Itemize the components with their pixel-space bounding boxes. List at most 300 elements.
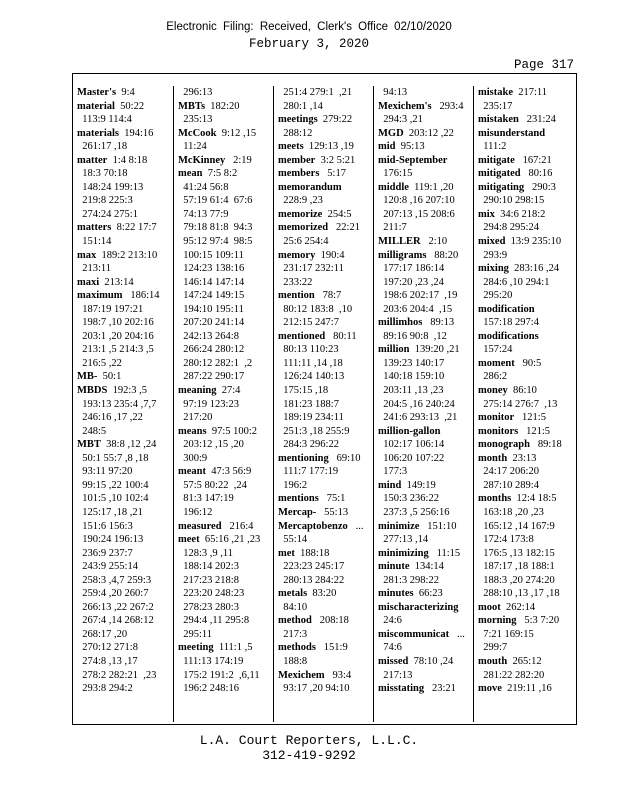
index-page-refs: 280:12 282:1 ,2 bbox=[178, 357, 253, 369]
index-entry-line bbox=[378, 425, 473, 439]
index-entry-line bbox=[178, 113, 273, 127]
index-page-refs: 278:2 282:21 ,23 bbox=[77, 669, 157, 681]
index-headword: max bbox=[77, 249, 97, 261]
index-entry-line bbox=[478, 506, 573, 520]
index-headword: Mercap- bbox=[278, 506, 317, 518]
index-headword: morning bbox=[478, 615, 517, 627]
index-column-4 bbox=[373, 86, 473, 722]
index-page-refs: 95:12 97:4 98:5 bbox=[178, 236, 253, 248]
index-page-refs: 176:5 ,13 182:15 bbox=[478, 547, 555, 559]
index-entry-line bbox=[278, 289, 373, 303]
index-entry-line bbox=[378, 357, 473, 371]
index-entry-line bbox=[278, 560, 373, 574]
index-page-refs: 100:15 109:11 bbox=[178, 249, 244, 261]
index-page-refs: ... bbox=[347, 520, 364, 532]
index-page-refs: 231:24 bbox=[518, 114, 556, 126]
index-entry-line bbox=[478, 100, 573, 114]
index-page-refs: 9:4 bbox=[116, 87, 135, 98]
index-headword: mean bbox=[178, 168, 203, 180]
index-page-refs: 194:16 bbox=[119, 127, 154, 139]
index-headword: memorandum bbox=[278, 181, 342, 193]
index-entry-line bbox=[178, 465, 273, 479]
index-page-refs: 74:13 77:9 bbox=[178, 208, 229, 220]
index-page-refs: 254:5 bbox=[322, 208, 352, 220]
index-headword: monitors bbox=[478, 425, 519, 437]
index-entry-line bbox=[77, 167, 173, 181]
index-headword: member bbox=[278, 154, 316, 166]
index-page-refs: 235:13 bbox=[178, 114, 213, 126]
reporter-company: L.A. Court Reporters, L.L.C. bbox=[199, 733, 419, 748]
index-entry-line bbox=[278, 154, 373, 168]
index-page-refs: 275:14 276:7 ,13 bbox=[478, 398, 558, 410]
index-page-refs: 217:20 bbox=[178, 412, 213, 424]
index-entry-line bbox=[378, 221, 473, 235]
index-page-refs: ... bbox=[449, 628, 465, 640]
index-entry-line bbox=[478, 479, 573, 493]
index-entry-line bbox=[278, 506, 373, 520]
index-page-refs: 207:20 241:14 bbox=[178, 317, 245, 329]
index-page-refs: 279:22 bbox=[317, 114, 353, 126]
index-page-refs: 196:2 248:16 bbox=[178, 683, 239, 695]
index-page-refs: 181:23 188:7 bbox=[278, 398, 339, 410]
index-entry-line bbox=[77, 411, 173, 425]
index-entry-line bbox=[278, 682, 373, 696]
index-entry-line bbox=[178, 357, 273, 371]
index-page-refs: 9:12 ,15 bbox=[216, 127, 257, 139]
index-page-refs: 233:22 bbox=[278, 276, 313, 288]
index-page-refs: 262:14 bbox=[500, 601, 536, 613]
index-entry-line bbox=[378, 127, 473, 141]
index-entry-line bbox=[478, 357, 573, 371]
index-page-refs: 190:4 bbox=[315, 249, 345, 261]
index-page-refs: 274:24 275:1 bbox=[77, 208, 138, 220]
index-page-refs: 157:24 bbox=[478, 344, 513, 356]
index-page-refs: 140:18 159:10 bbox=[378, 371, 445, 383]
index-entry-line bbox=[478, 398, 573, 412]
index-headword: mischaracterizing bbox=[378, 601, 459, 613]
index-entry-line bbox=[478, 628, 573, 642]
index-page-refs: 75:1 bbox=[318, 493, 346, 505]
index-entry-line bbox=[178, 221, 273, 235]
index-entry-line bbox=[278, 167, 373, 181]
index-entry-line bbox=[478, 384, 573, 398]
index-headword: Master's bbox=[77, 87, 117, 98]
index-entry-line bbox=[77, 303, 173, 317]
index-headword: mentioned bbox=[278, 330, 326, 342]
index-entry-line bbox=[178, 384, 273, 398]
index-page-refs: 41:24 56:8 bbox=[178, 181, 229, 193]
index-entry-line bbox=[278, 181, 373, 195]
index-page-refs: 23:13 bbox=[507, 452, 537, 464]
index-entry-line bbox=[278, 492, 373, 506]
index-entry-line bbox=[77, 533, 173, 547]
index-entry-line bbox=[77, 289, 173, 303]
index-entry-line bbox=[77, 628, 173, 642]
index-entry-line bbox=[378, 303, 473, 317]
index-entry-line bbox=[178, 438, 273, 452]
index-page-refs: 243:9 255:14 bbox=[77, 561, 138, 573]
index-entry-line bbox=[378, 398, 473, 412]
index-page-refs: 186:14 bbox=[122, 290, 160, 302]
index-entry-line bbox=[178, 601, 273, 615]
index-headword: misstating bbox=[378, 683, 425, 695]
index-page-refs: 284:6 ,10 294:1 bbox=[478, 276, 550, 288]
index-entry-line bbox=[178, 425, 273, 439]
index-page-refs: 290:3 bbox=[524, 181, 556, 193]
index-entry-line bbox=[478, 560, 573, 574]
index-page-refs: 216:5 ,22 bbox=[77, 357, 122, 369]
index-entry-line bbox=[278, 100, 373, 114]
index-page-refs: 151:14 bbox=[77, 236, 112, 248]
index-entry-line bbox=[378, 154, 473, 168]
index-entry-line bbox=[478, 154, 573, 168]
index-page-refs: 242:13 264:8 bbox=[178, 330, 239, 342]
index-entry-line bbox=[77, 438, 173, 452]
index-entry-line bbox=[278, 587, 373, 601]
index-entry-line bbox=[478, 492, 573, 506]
index-headword: metals bbox=[278, 588, 308, 600]
index-page-refs: 147:24 149:15 bbox=[178, 290, 245, 302]
index-page-refs: 283:16 ,24 bbox=[508, 263, 560, 275]
index-entry-line bbox=[77, 601, 173, 615]
index-entry-line bbox=[77, 655, 173, 669]
index-page-refs: 268:17 ,20 bbox=[77, 628, 128, 640]
index-page-refs: 80:11 bbox=[325, 330, 357, 342]
index-entry-line bbox=[378, 465, 473, 479]
index-entry-line bbox=[378, 614, 473, 628]
index-page-refs: 101:5 ,10 102:4 bbox=[77, 493, 149, 505]
index-page-refs: 203:12 ,22 bbox=[403, 127, 454, 139]
index-headword: mix bbox=[478, 208, 495, 220]
index-page-refs: 198:7 ,10 202:16 bbox=[77, 317, 154, 329]
index-page-refs: 287:22 290:17 bbox=[178, 371, 245, 383]
index-headword: middle bbox=[378, 181, 409, 193]
index-entry-line bbox=[178, 303, 273, 317]
index-page-refs: 293:4 bbox=[431, 100, 464, 112]
index-headword: monitor bbox=[478, 412, 515, 424]
index-entry-line bbox=[178, 506, 273, 520]
index-entry-line bbox=[378, 208, 473, 222]
index-page-refs: 192:3 ,5 bbox=[107, 385, 148, 397]
index-page-refs: 113:9 114:4 bbox=[77, 114, 132, 126]
index-headword: matter bbox=[77, 154, 108, 166]
page-number: Page 317 bbox=[513, 58, 574, 72]
index-entry-line bbox=[378, 628, 473, 642]
index-page-refs: 167:21 bbox=[514, 154, 552, 166]
index-entry-line bbox=[478, 276, 573, 290]
index-entry-line bbox=[378, 194, 473, 208]
index-page-refs: 288:10 ,13 ,17 ,18 bbox=[478, 588, 560, 600]
index-entry-line bbox=[178, 533, 273, 547]
index-headword: miscommunicat bbox=[378, 628, 450, 640]
index-page-refs: 38:8 ,12 ,24 bbox=[100, 439, 157, 451]
index-headword: material bbox=[77, 100, 115, 112]
index-entry-line bbox=[77, 262, 173, 276]
index-entry-line bbox=[77, 506, 173, 520]
index-page-refs: 196:2 bbox=[278, 479, 308, 491]
index-entry-line bbox=[77, 587, 173, 601]
index-page-refs: 212:15 247:7 bbox=[278, 317, 339, 329]
index-headword: MBT bbox=[77, 439, 101, 451]
index-entry-line bbox=[77, 574, 173, 588]
index-entry-line bbox=[77, 641, 173, 655]
index-page-refs: 2:10 bbox=[420, 236, 448, 248]
index-entry-line bbox=[77, 330, 173, 344]
index-page-refs: 111:2 bbox=[478, 141, 507, 153]
index-page-refs: 80:13 110:23 bbox=[278, 344, 339, 356]
index-column-1 bbox=[73, 86, 173, 722]
index-headword: matters bbox=[77, 222, 112, 234]
index-page-refs: 111:11 ,14 ,18 bbox=[278, 357, 343, 369]
index-column-3 bbox=[273, 86, 373, 722]
index-entry-line bbox=[178, 641, 273, 655]
index-page-refs: 235:17 bbox=[478, 100, 513, 112]
index-entry-line bbox=[478, 343, 573, 357]
index-headword: monograph bbox=[478, 439, 530, 451]
index-headword: meeting bbox=[178, 642, 214, 654]
index-page-refs: 151:6 156:3 bbox=[77, 520, 133, 532]
index-entry-line bbox=[478, 86, 573, 100]
index-headword: modifications bbox=[478, 330, 539, 342]
reporter-phone: 312-419-9292 bbox=[262, 748, 356, 763]
index-page-refs: 280:13 284:22 bbox=[278, 574, 345, 586]
index-page-refs: 207:13 ,15 208:6 bbox=[378, 208, 455, 220]
index-page-refs: 203:6 204:4 ,15 bbox=[378, 303, 453, 315]
index-entry-line bbox=[278, 669, 373, 683]
index-entry-line bbox=[77, 614, 173, 628]
index-page-refs: 217:3 bbox=[278, 628, 308, 640]
index-page-refs: 296:13 bbox=[178, 87, 213, 98]
index-entry-line bbox=[378, 641, 473, 655]
index-entry-line bbox=[178, 669, 273, 683]
index-headword: Mexichem bbox=[278, 669, 325, 681]
index-page-refs: 5:3 7:20 bbox=[516, 615, 560, 627]
index-page-refs: 134:14 bbox=[409, 561, 444, 573]
index-headword: materials bbox=[77, 127, 119, 139]
index-page-refs: 223:20 248:23 bbox=[178, 588, 245, 600]
index-entry-line bbox=[378, 587, 473, 601]
index-page-refs: 165:12 ,14 167:9 bbox=[478, 520, 555, 532]
index-entry-line bbox=[278, 330, 373, 344]
index-entry-line bbox=[178, 682, 273, 696]
index-page-refs: 290:10 298:15 bbox=[478, 195, 545, 207]
index-entry-line bbox=[278, 452, 373, 466]
index-entry-line bbox=[77, 384, 173, 398]
index-headword: meetings bbox=[278, 114, 318, 126]
index-page-refs: 126:24 140:13 bbox=[278, 371, 345, 383]
index-page-refs: 124:23 138:16 bbox=[178, 263, 245, 275]
index-page-refs: 55:13 bbox=[316, 506, 349, 518]
index-headword: minutes bbox=[378, 588, 414, 600]
index-page-refs: 11:15 bbox=[428, 547, 461, 559]
index-entry-line bbox=[77, 425, 173, 439]
index-headword: met bbox=[278, 547, 295, 559]
index-entry-line bbox=[178, 330, 273, 344]
index-page-refs: 65:16 ,21 ,23 bbox=[199, 534, 261, 546]
index-headword: mixing bbox=[478, 263, 509, 275]
index-page-refs: 295:20 bbox=[478, 290, 513, 302]
index-headword: minimizing bbox=[378, 547, 429, 559]
index-headword: memorize bbox=[278, 208, 323, 220]
index-page-refs: 281:3 298:22 bbox=[378, 574, 439, 586]
index-headword: misunderstand bbox=[478, 127, 546, 139]
index-entry-line bbox=[478, 113, 573, 127]
index-headword: McKinney bbox=[178, 154, 226, 166]
index-page-refs: 22:21 bbox=[328, 222, 360, 234]
index-entry-line bbox=[178, 140, 273, 154]
index-entry-line bbox=[478, 465, 573, 479]
index-entry-line bbox=[378, 276, 473, 290]
index-headword: Mercaptobenzo bbox=[278, 520, 348, 532]
index-page-refs: 295:11 bbox=[178, 628, 213, 640]
index-entry-line bbox=[178, 614, 273, 628]
index-page-refs: 151:10 bbox=[419, 520, 457, 532]
index-page-refs: 193:13 235:4 ,7,7 bbox=[77, 398, 157, 410]
index-entry-line bbox=[77, 221, 173, 235]
index-entry-line bbox=[178, 316, 273, 330]
index-entry-line bbox=[278, 86, 373, 100]
document-date: February 3, 2020 bbox=[248, 37, 370, 51]
index-entry-line bbox=[77, 492, 173, 506]
index-entry-line bbox=[77, 235, 173, 249]
index-page-refs: 163:18 ,20 ,23 bbox=[478, 506, 544, 518]
index-page-refs: 251:3 ,18 255:9 bbox=[278, 425, 350, 437]
index-headword: mid-September bbox=[378, 154, 448, 166]
index-page-refs: 25:6 254:4 bbox=[278, 236, 329, 248]
index-entry-line bbox=[478, 547, 573, 561]
index-entry-line bbox=[77, 669, 173, 683]
index-headword: MBDS bbox=[77, 385, 108, 397]
index-page-refs: 23:21 bbox=[424, 683, 456, 695]
index-page-refs: 188:18 bbox=[294, 547, 330, 559]
index-page-refs: 86:10 bbox=[507, 385, 537, 397]
index-entry-line bbox=[278, 628, 373, 642]
index-headword: minimize bbox=[378, 520, 420, 532]
index-entry-line bbox=[478, 303, 573, 317]
index-entry-line bbox=[478, 614, 573, 628]
index-page-refs: 277:13 ,14 bbox=[378, 534, 429, 546]
index-page-refs: 217:11 bbox=[513, 87, 548, 98]
index-entry-line bbox=[77, 452, 173, 466]
index-page-refs: 97:5 100:2 bbox=[206, 425, 258, 437]
index-headword: mitigating bbox=[478, 181, 525, 193]
index-page-refs: 198:6 202:17 ,19 bbox=[378, 290, 458, 302]
index-entry-line bbox=[178, 167, 273, 181]
index-page-refs: 188:8 bbox=[278, 655, 308, 667]
index-page-refs: 213:1 ,5 214:3 ,5 bbox=[77, 344, 154, 356]
index-entry-line bbox=[278, 127, 373, 141]
index-headword: milligrams bbox=[378, 249, 427, 261]
index-entry-line bbox=[478, 641, 573, 655]
index-page-refs: 236:9 237:7 bbox=[77, 547, 133, 559]
index-entry-line bbox=[77, 181, 173, 195]
index-page-refs: 270:12 271:8 bbox=[77, 642, 138, 654]
index-entry-line bbox=[77, 140, 173, 154]
index-page-refs: 148:24 199:13 bbox=[77, 181, 144, 193]
index-entry-line bbox=[178, 289, 273, 303]
index-entry-line bbox=[77, 560, 173, 574]
index-entry-line bbox=[478, 140, 573, 154]
index-page-refs: 146:14 147:14 bbox=[178, 276, 245, 288]
index-entry-line bbox=[478, 682, 573, 696]
index-entry-line bbox=[178, 520, 273, 534]
index-page-refs: 217:13 bbox=[378, 669, 413, 681]
index-headword: methods bbox=[278, 642, 316, 654]
index-page-refs: 111:7 177:19 bbox=[278, 466, 339, 478]
index-entry-line bbox=[278, 479, 373, 493]
index-page-refs: 182:20 bbox=[205, 100, 240, 112]
index-page-refs: 27:4 bbox=[216, 385, 241, 397]
index-entry-line bbox=[378, 479, 473, 493]
index-headword: money bbox=[478, 385, 508, 397]
index-page-refs: 150:3 236:22 bbox=[378, 493, 439, 505]
index-page-refs: 266:24 280:12 bbox=[178, 344, 245, 356]
index-headword: maximum bbox=[77, 290, 123, 302]
index-page-refs: 66:23 bbox=[413, 588, 443, 600]
index-entry-line bbox=[278, 574, 373, 588]
index-page-refs: 74:6 bbox=[378, 642, 402, 654]
index-entry-line bbox=[178, 587, 273, 601]
index-entry-line bbox=[278, 601, 373, 615]
index-page-refs: 267:4 ,14 268:12 bbox=[77, 615, 154, 627]
index-page-refs: 287:10 289:4 bbox=[478, 479, 539, 491]
index-entry-line bbox=[178, 452, 273, 466]
index-page-refs: 293:8 294:2 bbox=[77, 683, 133, 695]
index-page-refs: 13:9 235:10 bbox=[505, 236, 562, 248]
index-entry-line bbox=[278, 384, 373, 398]
index-page-refs: 7:21 169:15 bbox=[478, 628, 534, 640]
index-headword: missed bbox=[378, 655, 409, 667]
index-entry-line bbox=[178, 547, 273, 561]
index-entry-line bbox=[278, 316, 373, 330]
index-entry-line bbox=[378, 316, 473, 330]
index-entry-line bbox=[77, 154, 173, 168]
index-page-refs: 217:23 218:8 bbox=[178, 574, 239, 586]
index-page-refs: 294:3 ,21 bbox=[378, 114, 423, 126]
index-headword: method bbox=[278, 615, 312, 627]
index-page-refs: 149:19 bbox=[401, 479, 436, 491]
index-headword: meet bbox=[178, 534, 200, 546]
index-headword: meant bbox=[178, 466, 206, 478]
index-entry-line bbox=[278, 249, 373, 263]
index-page-refs: 90:5 bbox=[514, 357, 542, 369]
index-page-refs: 102:17 106:14 bbox=[378, 439, 445, 451]
index-entry-line bbox=[178, 127, 273, 141]
index-page-refs: 128:3 ,9 ,11 bbox=[178, 547, 234, 559]
index-entry-line bbox=[378, 411, 473, 425]
index-entry-line bbox=[478, 181, 573, 195]
index-page-refs: 208:18 bbox=[311, 615, 349, 627]
index-page-refs: 97:19 123:23 bbox=[178, 398, 239, 410]
index-headword: McCook bbox=[178, 127, 217, 139]
index-entry-line bbox=[478, 370, 573, 384]
index-entry-line bbox=[77, 127, 173, 141]
index-page-refs: 120:8 ,16 207:10 bbox=[378, 195, 455, 207]
index-entry-line bbox=[77, 520, 173, 534]
index-page-refs: 265:12 bbox=[507, 655, 542, 667]
index-headword: Mexichem's bbox=[378, 100, 432, 112]
index-entry-line bbox=[178, 276, 273, 290]
index-page-refs: 95:13 bbox=[395, 141, 425, 153]
index-page-refs: 34:6 218:2 bbox=[494, 208, 546, 220]
index-entry-line bbox=[378, 574, 473, 588]
index-entry-line bbox=[478, 587, 573, 601]
column-divider bbox=[473, 86, 474, 722]
index-headword: moment bbox=[478, 357, 515, 369]
index-page-refs: 213:14 bbox=[99, 276, 134, 288]
index-page-refs: 197:20 ,23 ,24 bbox=[378, 276, 444, 288]
index-page-refs: 203:1 ,20 204:16 bbox=[77, 330, 154, 342]
